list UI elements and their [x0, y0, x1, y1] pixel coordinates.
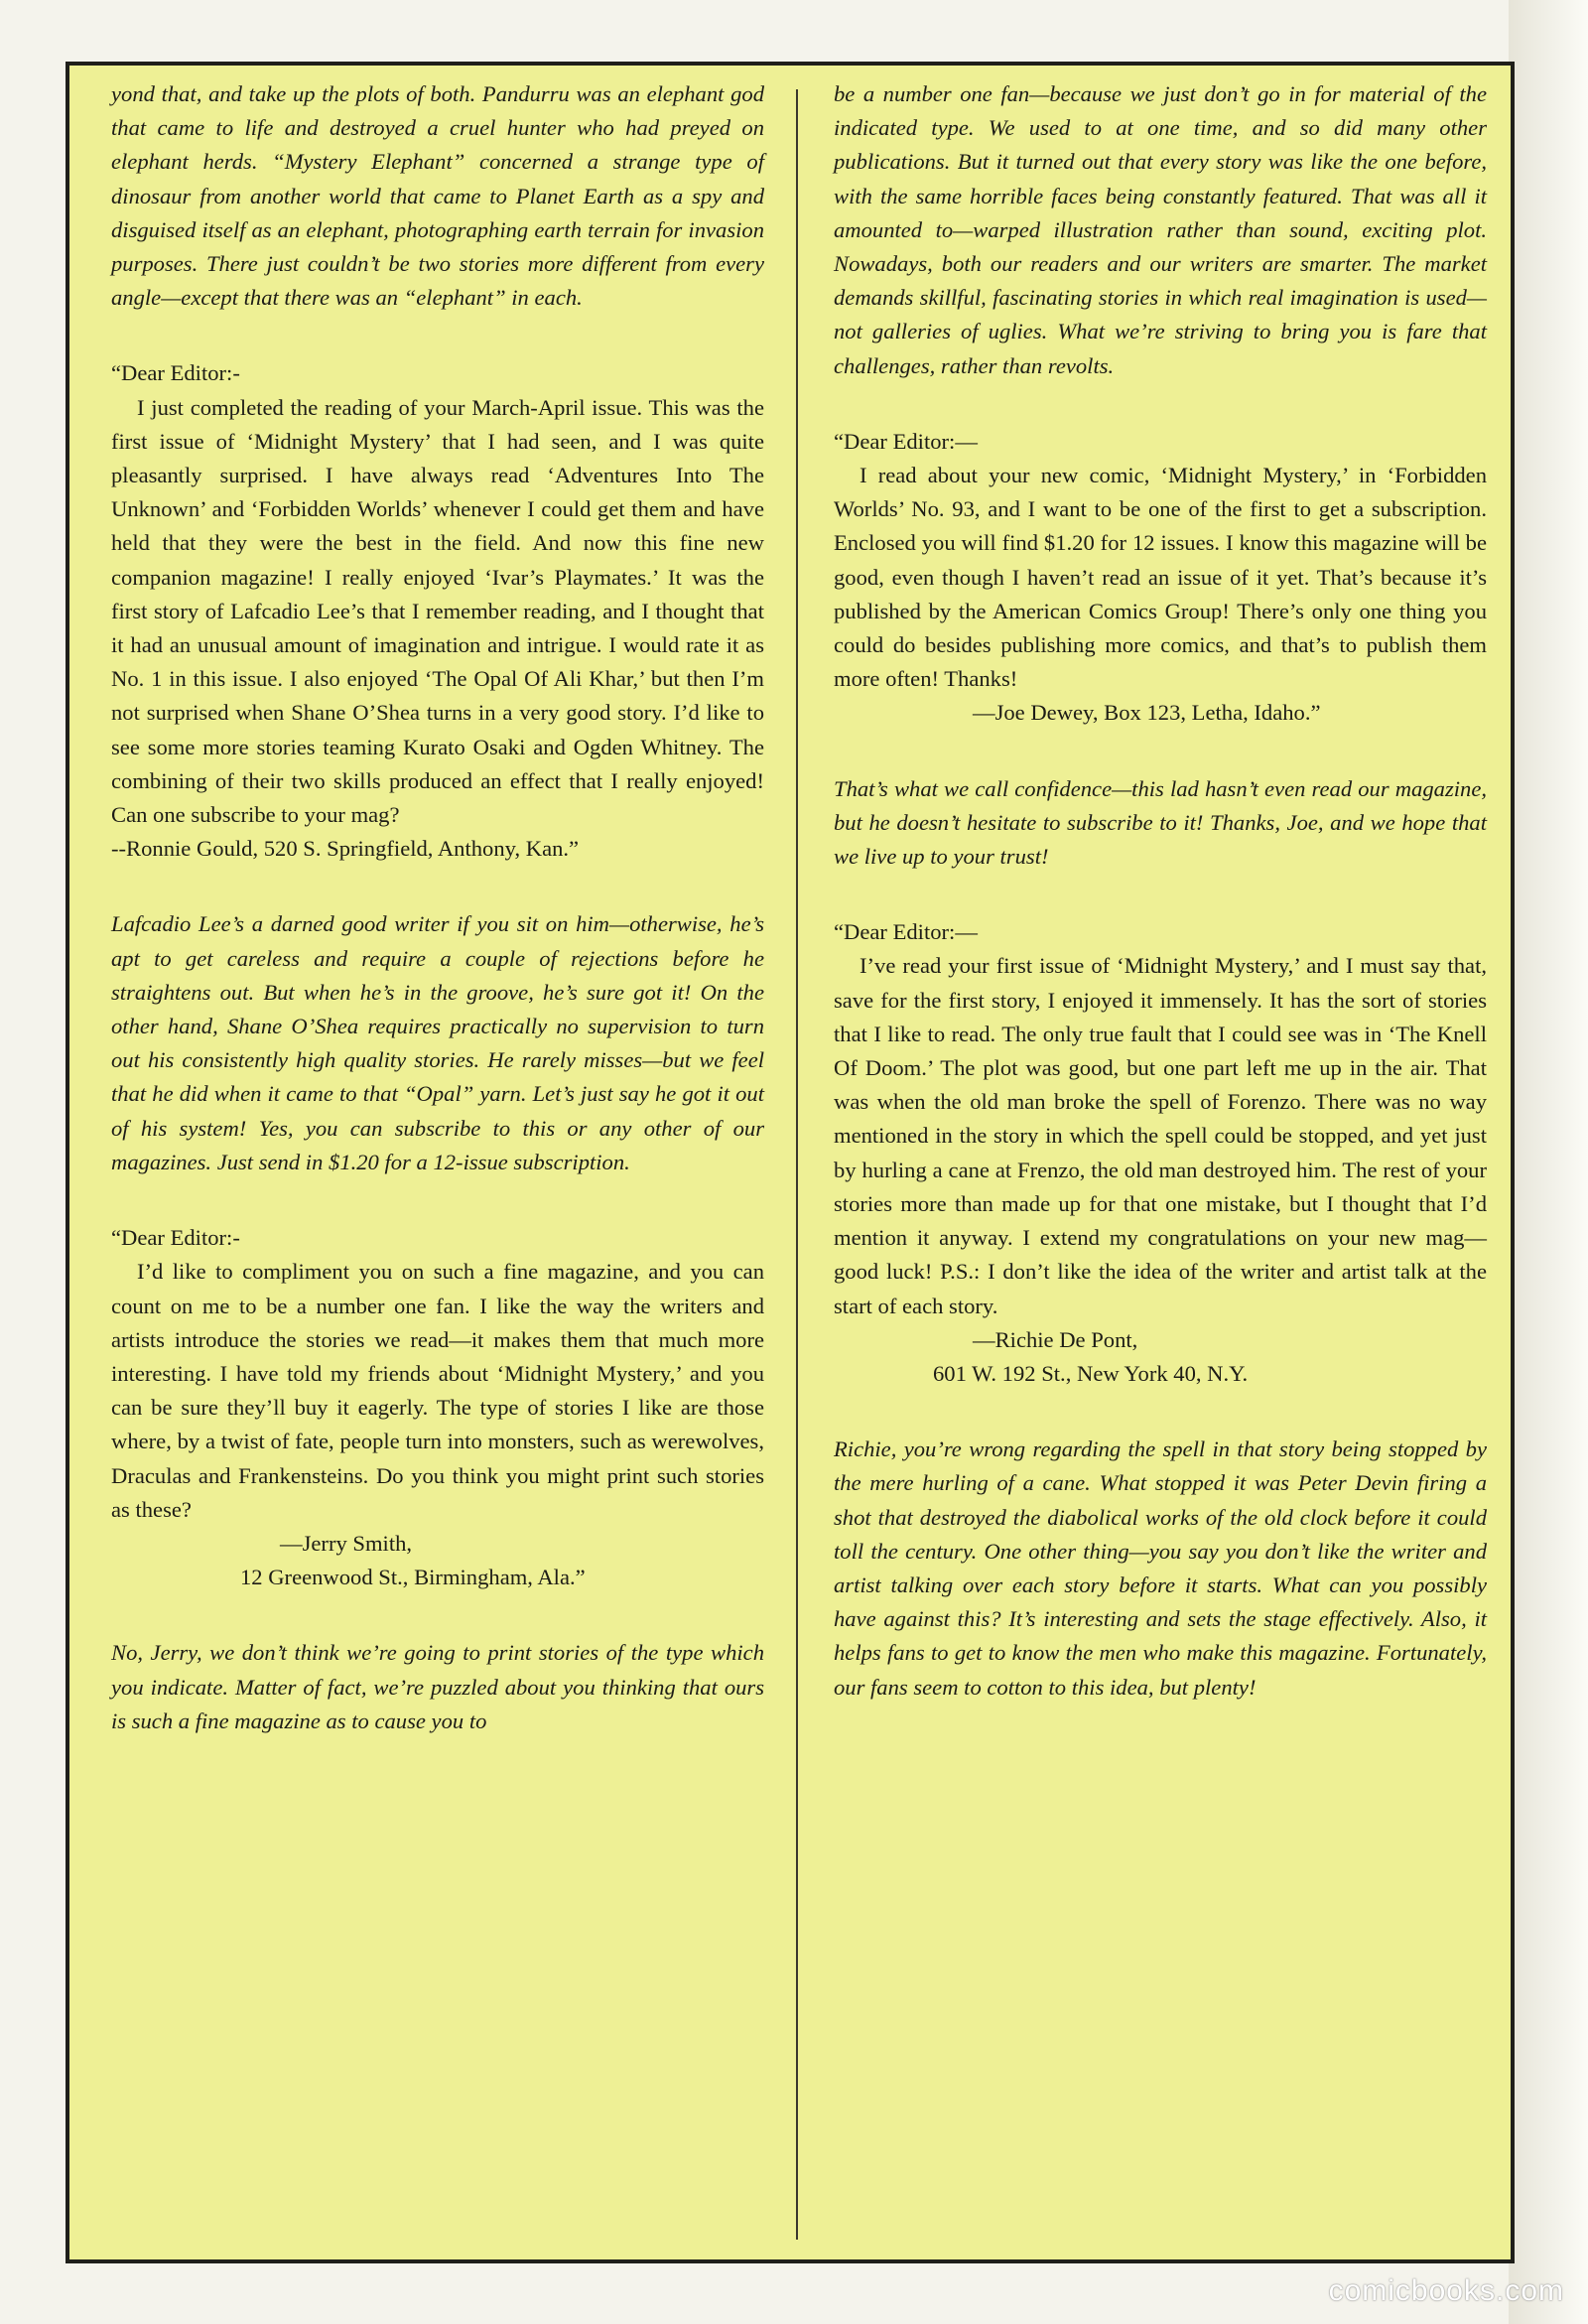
letter-signature-address: 12 Greenwood St., Birmingham, Ala.”	[240, 1565, 586, 1590]
letter-signature-name: —Jerry Smith,	[280, 1530, 413, 1556]
editor-reply: Lafcadio Lee’s a darned good writer if you sit on him—otherwise, he’s apt to get careless and require a couple of rejections before he straightens out. But when he’s in the groove, he’s sure got it! On the other hand, Shane O’Shea requires practically no supervision to turn out his consistently high quality stories. He rarely misses—but we feel that he did when it came to that “Opal” yarn. Let’s just say he got it out of his system! Yes, you can subscribe to this or any other of our magazines. Just send in $1.20 for a 12-issue subscription.	[111, 911, 764, 1174]
left-column	[111, 77, 764, 1738]
letter-salutation: “Dear Editor:-	[111, 1225, 240, 1251]
letter-signature-name: —Richie De Pont,	[973, 1326, 1138, 1352]
letter-signature-address: 601 W. 192 St., New York 40, N.Y.	[933, 1360, 1249, 1386]
editor-reply-continued: be a number one fan—because we just don’t go in for material of the indicated type. We used to at one time, and so did many other publications. But it turned out that every story was like the one before, with the same horrible faces being constantly featured. That was all it amounted to—warped illustration rather than sound, exciting plot. Nowadays, both our readers and our writers are smarter. The market demands skillful, fascinating stories in which real imagination is used—not galleries of uglies. What we’re striving to bring you is fare that challenges, rather than revolts.	[834, 81, 1487, 378]
page-edge	[1509, 0, 1588, 2324]
letter-body: I’ve read your first issue of ‘Midnight Mystery,’ and I must say that, save for the first story, I enjoyed it immensely. It has the sort of stories that I like to read. The only true fault that I could see was in ‘The Knell Of Doom.’ The plot was good, but one part left me up in the air. That was when the old man broke the spell of Forenzo. There was no way mentioned in the story in which the spell could be stopped, and yet just by hurling a cane at Frenzo, the old man destroyed him. The rest of your stories more than made up for that one mistake, but I thought that I’d mention it anyway. I extend my congratulations on your new mag—good luck! P.S.: I don’t like the idea of the writer and artist talk at the start of each story.	[834, 953, 1487, 1318]
editor-reply: No, Jerry, we don’t think we’re going to print stories of the type which you indicate. Matter of fact, we’re puzzled about you thinking that ours is such a fine magazine as to cause you to	[111, 1640, 764, 1733]
letter-salutation: “Dear Editor:—	[834, 428, 978, 454]
letter-salutation: “Dear Editor:-	[111, 360, 240, 386]
letter-signature: --Ronnie Gould, 520 S. Springfield, Anthony, Kan.”	[111, 836, 580, 862]
letter-salutation: “Dear Editor:—	[834, 919, 978, 945]
column-divider	[796, 89, 798, 2240]
letter-body: I just completed the reading of your March-April issue. This was the first issue of ‘Midnight Mystery’ that I had seen, and I was quite pleasantly surprised. I have always read ‘Adventures Into The Unknown’ and ‘Forbidden Worlds’ whenever I could get them and have held that they were the best in the field. And now this fine new companion magazine! I really enjoyed ‘Ivar’s Playmates.’ It was the first story of Lafcadio Lee’s that I remember reading, and I thought that it had an unusual amount of imagination and intrigue. I would rate it as No. 1 in this issue. I also enjoyed ‘The Opal Of Ali Khar,’ but then I’m not surprised when Shane O’Shea turns in a very good story. I’d like to see some more stories teaming Kurato Osaki and Ogden Whitney. The combining of their two skills produced an effect that I really enjoyed! Can one subscribe to your mag?	[111, 394, 764, 828]
editor-reply: That’s what we call confidence—this lad hasn’t even read our magazine, but he doesn’t hesitate to subscribe to it! Thanks, Joe, and we hope that we live up to your trust!	[834, 775, 1487, 870]
letter-body: I’d like to compliment you on such a fine magazine, and you can count on me to be a number one fan. I like the way the writers and artists introduce the stories we read—it makes them that much more interesting. I have told my friends about ‘Midnight Mystery,’ and you can be sure they’ll buy it eagerly. The type of stories I like are those where, by a twist of fate, people turn into monsters, such as werewolves, Draculas and Frankensteins. Do you think you might print such stories as these?	[111, 1259, 764, 1522]
editor-reply: Richie, you’re wrong regarding the spell in that story being stopped by the mere hurling of a cane. What stopped it was Peter Devin firing a shot that destroyed the diabolical works of the old clock before it could toll the century. One other thing—you say you don’t like the writer and artist talking over each story before it starts. What can you possibly have against this? It’s interesting and sets the stage effectively. Also, it helps fans to get to know the men who make this magazine. Fortunately, our fans seem to cotton to this idea, but plenty!	[834, 1436, 1487, 1700]
editor-reply-intro: yond that, and take up the plots of both. Pandurru was an elephant god that came to life and destroyed a cruel hunter who had preyed on elephant herds. “Mystery Elephant” concerned a strange type of dinosaur from another world that came to Planet Earth as a spy and disguised itself as an elephant, photographing earth terrain for invasion purposes. There just couldn’t be two stories more different from every angle—except that there was an “elephant” in each.	[111, 81, 764, 311]
letter-body: I read about your new comic, ‘Midnight Mystery,’ in ‘Forbidden Worlds’ No. 93, and I want to be one of the first to get a subscription. Enclosed you will find $1.20 for 12 issues. I know this magazine will be good, even though I haven’t read an issue of it yet. That’s because it’s published by the American Comics Group! There’s only one thing you could do besides publishing more comics, and that’s to publish them more often! Thanks!	[834, 463, 1487, 692]
letter-signature: —Joe Dewey, Box 123, Letha, Idaho.”	[973, 700, 1321, 726]
letters-panel	[66, 62, 1515, 2263]
right-column	[834, 77, 1487, 1705]
watermark: comicbooks.com	[1328, 2274, 1564, 2307]
